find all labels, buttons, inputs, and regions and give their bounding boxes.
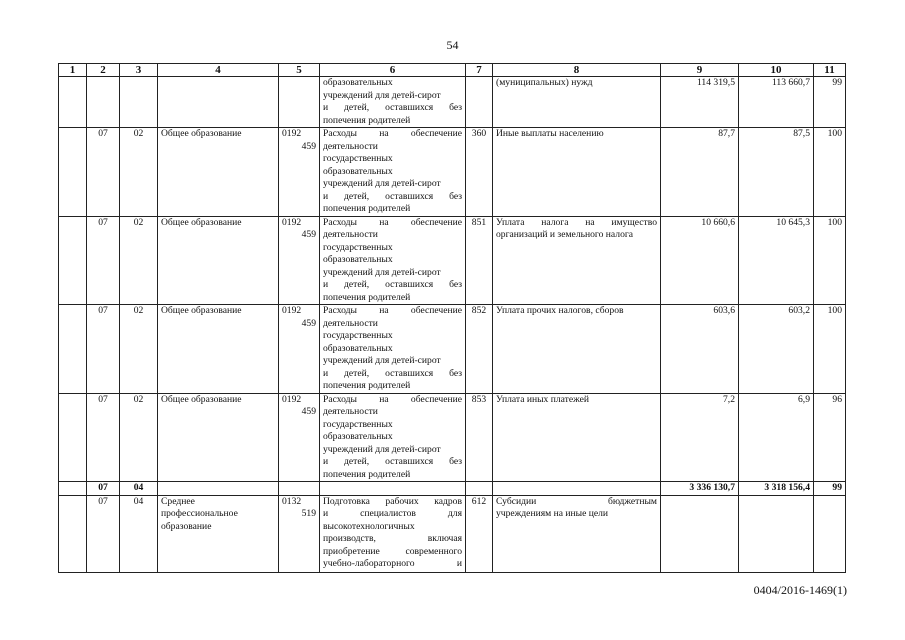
cell-expense-code: 360 [466,128,493,217]
text-line: образовательных [323,431,393,442]
cell-empty [279,482,320,496]
cell-empty [158,77,279,128]
cell-expense-code: 851 [466,216,493,305]
cell-subsection: 02 [120,305,158,394]
cell-subsection-name: Общее образование [158,305,279,394]
text-line: Подготовка рабочих кадров [323,495,462,507]
cell-percent: 99 [814,77,846,128]
text-line: Субсидии бюджетным [496,495,657,507]
code-part: 0132 [282,495,302,507]
header-row [59,64,846,77]
col-header-7: 7 [466,64,493,77]
cell-empty [59,128,87,217]
col-header-4: 4 [158,64,279,77]
text-line: государственных [323,418,393,430]
cell-empty [279,77,320,128]
text-line: учреждений для детей-сирот [323,178,441,189]
text-line: попечения родителей [323,468,411,480]
cell-empty [814,495,846,572]
cell-plan: 10 660,6 [661,216,739,305]
col-header-5: 5 [279,64,320,77]
cell-target-code [279,393,320,482]
code-part: 0192 [282,393,302,405]
cell-purpose [320,77,466,128]
table-row [59,305,846,394]
text-line: Среднее [161,495,195,507]
cell-subsection: 02 [120,393,158,482]
text-line: деятельности [323,140,378,152]
code-part: 0192 [282,128,302,139]
col-header-3: 3 [120,64,158,77]
code-part: 0192 [282,305,302,316]
text-line: Расходы на обеспечение [323,393,462,405]
code-part: 519 [301,508,316,519]
text-line: и детей, оставшихся без [323,367,462,379]
budget-table [58,63,846,573]
text-line: и детей, оставшихся без [323,102,462,113]
code-part: 459 [301,406,316,417]
text-line: производств, включая [323,533,462,544]
text-line: Расходы на обеспечение [323,216,462,228]
cell-empty [158,482,279,496]
cell-expense-type: Уплата иных платежей [493,393,661,482]
cell-subsection-name: Общее образование [158,393,279,482]
cell-section: 07 [87,216,120,305]
table-row [59,128,846,217]
col-header-10: 10 [739,64,814,77]
code-part: 459 [301,229,316,240]
cell-plan: 7,2 [661,393,739,482]
cell-percent: 96 [814,393,846,482]
cell-actual: 87,5 [739,128,814,217]
text-line: и детей, оставшихся без [323,456,462,467]
cell-expense-type: (муниципальных) нужд [493,77,661,128]
cell-target-code [279,305,320,394]
document-code: 0404/2016-1469(1) [753,583,847,597]
text-line: и специалистов для [323,508,462,519]
text-line: попечения родителей [323,291,411,303]
text-line: образование [161,520,212,532]
col-header-8: 8 [493,64,661,77]
cell-section: 07 [87,482,120,496]
cell-empty [59,77,87,128]
cell-empty [59,305,87,394]
cell-percent: 100 [814,128,846,217]
cell-empty [87,77,120,128]
cell-empty [59,482,87,496]
cell-section: 07 [87,305,120,394]
text-line: деятельности [323,317,378,329]
text-line: учреждений для детей-сирот [323,89,441,101]
cell-empty [493,482,661,496]
cell-subsection-name [158,495,279,572]
text-line: деятельности [323,229,378,240]
cell-empty [59,216,87,305]
col-header-2: 2 [87,64,120,77]
cell-expense-type [493,495,661,572]
cell-percent-total: 99 [814,482,846,496]
cell-plan: 603,6 [661,305,739,394]
text-line: деятельности [323,406,378,417]
cell-expense-type: Уплата налога на имущество организаций и земельного налога [493,216,661,305]
text-line: попечения родителей [323,203,411,214]
text-line: приобретение современного [323,545,462,557]
cell-actual: 10 645,3 [739,216,814,305]
cell-empty [59,393,87,482]
col-header-9: 9 [661,64,739,77]
cell-target-code [279,216,320,305]
text-line: профессиональное [161,508,238,519]
cell-purpose [320,393,466,482]
cell-plan-total: 3 336 130,7 [661,482,739,496]
text-line: учреждений для детей-сирот [323,266,441,278]
cell-empty [661,495,739,572]
cell-subsection: 04 [120,482,158,496]
cell-subsection: 02 [120,128,158,217]
code-part: 459 [301,317,316,329]
cell-purpose [320,495,466,572]
text-line: образовательных [323,254,393,265]
cell-purpose [320,128,466,217]
cell-expense-type: Иные выплаты населению [493,128,661,217]
cell-expense-code: 612 [466,495,493,572]
text-line: образовательных [323,342,393,354]
cell-purpose [320,305,466,394]
text-line: государственных [323,330,393,341]
cell-subsection: 04 [120,495,158,572]
cell-actual: 603,2 [739,305,814,394]
cell-expense-code: 852 [466,305,493,394]
text-line: учебно-лабораторного и [323,558,462,569]
subtotal-row [59,482,846,496]
cell-target-code [279,495,320,572]
cell-expense-type: Уплата прочих налогов, сборов [493,305,661,394]
code-part: 459 [301,140,316,152]
text-line: учреждений для детей-сирот [323,355,441,366]
cell-empty [466,77,493,128]
text-line: учреждениям на иные цели [496,508,609,519]
text-line: учреждений для детей-сирот [323,443,441,455]
text-line: попечения родителей [323,114,411,126]
cell-section: 07 [87,393,120,482]
text-line: образовательных [323,77,393,88]
cell-actual-total: 3 318 156,4 [739,482,814,496]
cell-subsection: 02 [120,216,158,305]
text-line: и детей, оставшихся без [323,190,462,202]
cell-actual: 113 660,7 [739,77,814,128]
text-line: Расходы на обеспечение [323,128,462,139]
table-row [59,495,846,572]
col-header-6: 6 [320,64,466,77]
cell-section: 07 [87,128,120,217]
cell-target-code [279,128,320,217]
text-line: государственных [323,241,393,253]
page-number: 54 [446,38,459,52]
cell-subsection-name: Общее образование [158,216,279,305]
cell-section: 07 [87,495,120,572]
text-line: Расходы на обеспечение [323,305,462,316]
table-row [59,216,846,305]
cell-percent: 100 [814,305,846,394]
cell-percent: 100 [814,216,846,305]
cell-empty [466,482,493,496]
text-line: государственных [323,153,393,164]
cell-empty [59,495,87,572]
text-line: попечения родителей [323,380,411,391]
text-line: образовательных [323,165,393,177]
col-header-1: 1 [59,64,87,77]
cell-purpose [320,216,466,305]
cell-plan: 87,7 [661,128,739,217]
cell-expense-code: 853 [466,393,493,482]
table-row [59,393,846,482]
cell-empty [739,495,814,572]
code-part: 0192 [282,216,302,228]
text-line: высокотехнологичных [323,520,415,532]
table-row [59,77,846,128]
cell-plan: 114 319,5 [661,77,739,128]
cell-subsection-name: Общее образование [158,128,279,217]
cell-empty [120,77,158,128]
cell-empty [320,482,466,496]
text-line: и детей, оставшихся без [323,279,462,290]
col-header-11: 11 [814,64,846,77]
cell-actual: 6,9 [739,393,814,482]
